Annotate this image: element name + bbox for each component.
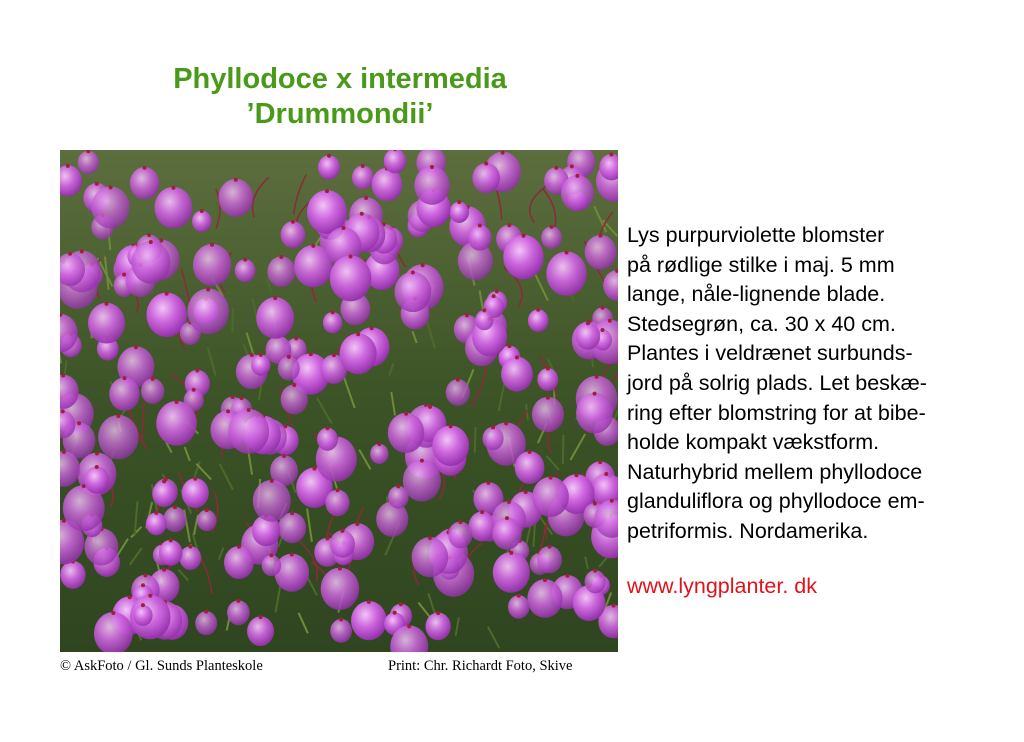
description-line: Naturhybrid mellem phyllodoce [627, 459, 923, 484]
description-line: Stedsegrøn, ca. 30 x 40 cm. [627, 311, 896, 336]
description-line: jord på solrig plads. Let beskæ- [627, 370, 927, 395]
description-line: på rødlige stilke i maj. 5 mm [627, 252, 895, 277]
plant-description [627, 221, 1017, 547]
flower-photo-image [60, 150, 618, 652]
description-line: Plantes i veldrænet surbunds- [627, 341, 913, 366]
title-line-1: Phyllodoce x intermedia [173, 63, 507, 95]
title-line-2: ’Drummondii’ [246, 98, 434, 130]
description-line: petriformis. Nordamerika. [627, 518, 869, 543]
description-line: ring efter blomstring for at bibe- [627, 400, 926, 425]
description-line: holde kompakt vækstform. [627, 430, 880, 455]
description-line: lange, nåle-lignende blade. [627, 282, 886, 307]
flower-photo [60, 150, 618, 652]
photo-credit: © AskFoto / Gl. Sunds Planteskole [60, 658, 263, 674]
description-line: glanduliflora og phyllodoce em- [627, 489, 925, 514]
page-title [60, 62, 620, 132]
print-credit: Print: Chr. Richardt Foto, Skive [388, 658, 573, 674]
website-link[interactable]: www.lyngplanter. dk [627, 574, 818, 598]
description-line: Lys purpurviolette blomster [627, 223, 885, 247]
